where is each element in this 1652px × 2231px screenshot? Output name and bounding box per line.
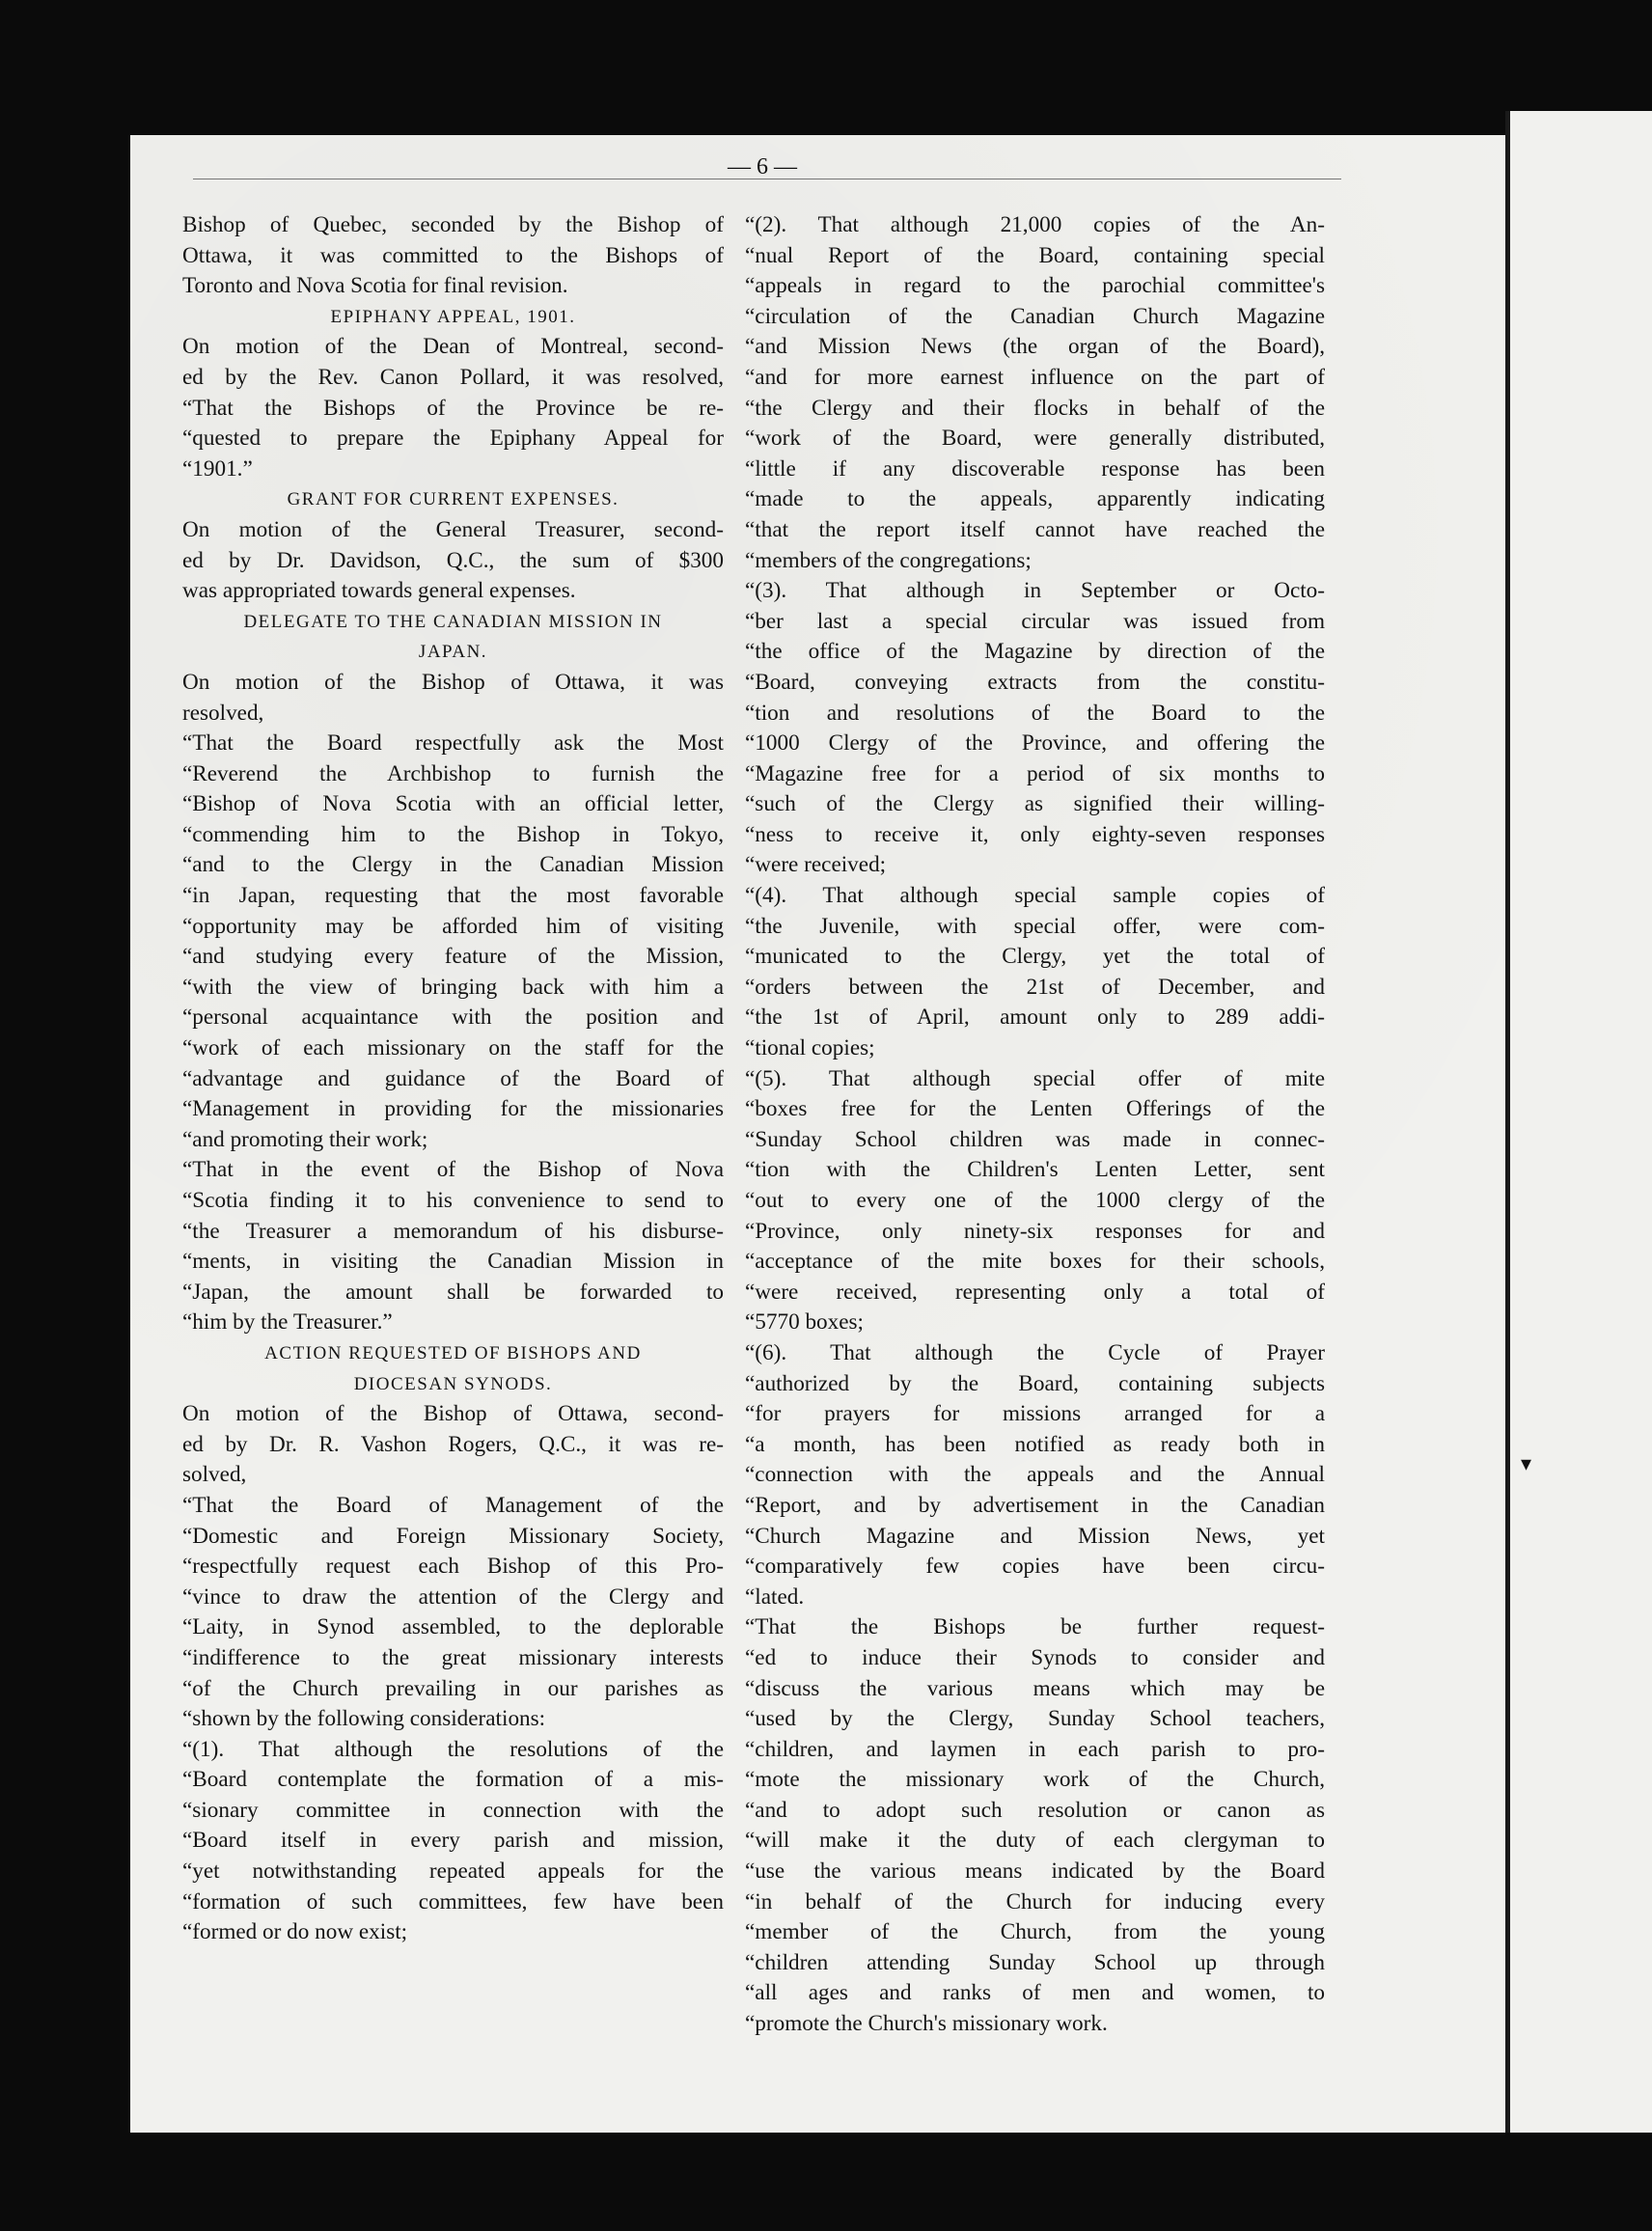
text-line: “Church Magazine and Mission News, yet bbox=[745, 1523, 1325, 1549]
text-line: “Management in providing for the missionaries bbox=[182, 1096, 724, 1122]
text-line: “5770 boxes; bbox=[745, 1309, 865, 1336]
text-line: “(3). That although in September or Octo- bbox=[745, 578, 1325, 604]
text-line: “work of the Board, were generally distributed, bbox=[745, 426, 1325, 452]
text-line: “promote the Church's missionary work. bbox=[745, 2011, 1108, 2037]
text-line: “Reverend the Archbishop to furnish the bbox=[182, 760, 724, 786]
text-line: Bishop of Quebec, seconded by the Bishop of bbox=[182, 212, 724, 237]
text-line: “the 1st of April, amount only to 289 addi- bbox=[745, 1005, 1325, 1031]
text-line: “ed to induce their Synods to consider and bbox=[745, 1644, 1325, 1670]
text-line: “Laity, in Synod assembled, to the deplorable bbox=[182, 1614, 724, 1640]
text-line: “ber last a special circular was issued from bbox=[745, 608, 1325, 634]
text-line: “Province, only ninety-six responses for and bbox=[745, 1218, 1325, 1244]
text-line: “Board itself in every parish and mission, bbox=[182, 1828, 724, 1854]
text-line: “discuss the various means which may be bbox=[745, 1675, 1325, 1701]
text-line: “mote the missionary work of the Church, bbox=[745, 1767, 1325, 1793]
text-line: “(1). That although the resolutions of the bbox=[182, 1736, 724, 1762]
text-line: “out to every one of the 1000 clergy of the bbox=[745, 1188, 1325, 1213]
text-line: On motion of the General Treasurer, second- bbox=[182, 516, 724, 542]
text-line: “shown by the following considerations: bbox=[182, 1706, 546, 1732]
page-fold-shadow bbox=[1505, 111, 1510, 2133]
text-line: “work of each missionary on the staff for the bbox=[182, 1035, 724, 1061]
text-line: On motion of the Bishop of Ottawa, it was bbox=[182, 669, 724, 695]
text-line: “connection with the appeals and the Annual bbox=[745, 1462, 1325, 1488]
text-line: “orders between the 21st of December, and bbox=[745, 974, 1325, 1000]
left-text-column bbox=[182, 210, 724, 1948]
text-line: “for prayers for missions arranged for a bbox=[745, 1401, 1325, 1427]
text-line: “That the Bishops be further request- bbox=[745, 1614, 1325, 1640]
text-line: “in behalf of the Church for inducing every bbox=[745, 1888, 1325, 1914]
text-line: Ottawa, it was committed to the Bishops of bbox=[182, 242, 724, 268]
section-heading: DELEGATE TO THE CANADIAN MISSION IN bbox=[243, 611, 663, 632]
text-line: “all ages and ranks of men and women, to bbox=[745, 1980, 1325, 2006]
adjacent-page-edge bbox=[1505, 111, 1652, 2133]
text-line: solved, bbox=[182, 1462, 247, 1488]
text-line: “were received, representing only a total of bbox=[745, 1279, 1325, 1305]
text-line: “Magazine free for a period of six months to bbox=[745, 760, 1325, 786]
section-heading: JAPAN. bbox=[418, 642, 488, 663]
text-line: “Board, conveying extracts from the constitu- bbox=[745, 669, 1325, 695]
text-line: “such of the Clergy as signified their willing- bbox=[745, 791, 1325, 817]
text-line: “tional copies; bbox=[745, 1035, 875, 1061]
text-line: “member of the Church, from the young bbox=[745, 1919, 1325, 1945]
text-line: “That the Bishops of the Province be re- bbox=[182, 395, 724, 421]
text-line: “(5). That although special offer of mite bbox=[745, 1065, 1325, 1091]
text-line: “vince to draw the attention of the Clergy and bbox=[182, 1584, 724, 1610]
text-line: “the Juvenile, with special offer, were com- bbox=[745, 913, 1325, 939]
text-line: “That the Board respectfully ask the Most bbox=[182, 730, 724, 757]
text-line: “nual Report of the Board, containing special bbox=[745, 242, 1325, 268]
text-line: “Domestic and Foreign Missionary Society, bbox=[182, 1523, 724, 1549]
right-text-column bbox=[745, 210, 1325, 2040]
text-line: “children attending Sunday School up through bbox=[745, 1949, 1325, 1975]
text-line: “formation of such committees, few have been bbox=[182, 1888, 724, 1914]
text-line: “sionary committee in connection with the bbox=[182, 1797, 724, 1823]
text-line: On motion of the Bishop of Ottawa, second- bbox=[182, 1401, 724, 1427]
text-line: “that the report itself cannot have reached the bbox=[745, 516, 1325, 542]
text-line: “of the Church prevailing in our parishes as bbox=[182, 1675, 724, 1701]
text-line: “quested to prepare the Epiphany Appeal for bbox=[182, 426, 724, 452]
margin-mark: ▾ bbox=[1521, 1452, 1532, 1476]
text-line: “use the various means indicated by the Board bbox=[745, 1859, 1325, 1885]
text-line: “Japan, the amount shall be forwarded to bbox=[182, 1279, 724, 1305]
text-line: “boxes free for the Lenten Offerings of the bbox=[745, 1096, 1325, 1122]
text-line: “ments, in visiting the Canadian Mission in bbox=[182, 1249, 724, 1275]
text-line: “a month, has been notified as ready both in bbox=[745, 1431, 1325, 1457]
text-line: “respectfully request each Bishop of this Pro- bbox=[182, 1554, 724, 1580]
text-line: “Scotia finding it to his convenience to send to bbox=[182, 1188, 724, 1213]
text-line: “ness to receive it, only eighty-seven responses bbox=[745, 821, 1325, 847]
text-line: “and to adopt such resolution or canon as bbox=[745, 1797, 1325, 1823]
text-line: ed by Dr. R. Vashon Rogers, Q.C., it was re- bbox=[182, 1431, 724, 1457]
page-number: — 6 — bbox=[728, 154, 797, 179]
text-line: “personal acquaintance with the position and bbox=[182, 1005, 724, 1031]
text-line: “were received; bbox=[745, 852, 887, 878]
text-line: “Report, and by advertisement in the Canadian bbox=[745, 1492, 1325, 1518]
text-line: Toronto and Nova Scotia for final revision. bbox=[182, 273, 568, 299]
text-line: “1000 Clergy of the Province, and offering the bbox=[745, 730, 1325, 757]
text-line: “indifference to the great missionary interests bbox=[182, 1644, 724, 1670]
section-heading: EPIPHANY APPEAL, 1901. bbox=[330, 306, 576, 327]
text-line: “Sunday School children was made in connec- bbox=[745, 1126, 1325, 1152]
text-line: “members of the congregations; bbox=[745, 547, 1032, 573]
text-line: “Bishop of Nova Scotia with an official letter, bbox=[182, 791, 724, 817]
text-line: “and to the Clergy in the Canadian Mission bbox=[182, 852, 724, 878]
text-line: “will make it the duty of each clergyman to bbox=[745, 1828, 1325, 1854]
text-line: “children, and laymen in each parish to pro- bbox=[745, 1736, 1325, 1762]
text-line: “That the Board of Management of the bbox=[182, 1492, 724, 1518]
text-line: “advantage and guidance of the Board of bbox=[182, 1065, 724, 1091]
text-line: “him by the Treasurer.” bbox=[182, 1309, 393, 1336]
text-line: was appropriated towards general expenses. bbox=[182, 578, 576, 604]
text-line: “formed or do now exist; bbox=[182, 1919, 408, 1945]
text-line: ed by the Rev. Canon Pollard, it was resolved, bbox=[182, 364, 724, 390]
text-line: ed by Dr. Davidson, Q.C., the sum of $300 bbox=[182, 547, 724, 573]
text-line: “made to the appeals, apparently indicating bbox=[745, 486, 1325, 512]
text-line: “and promoting their work; bbox=[182, 1126, 428, 1152]
section-heading: ACTION REQUESTED OF BISHOPS AND bbox=[264, 1342, 642, 1363]
text-line: “Board contemplate the formation of a mis- bbox=[182, 1767, 724, 1793]
text-line: “1901.” bbox=[182, 455, 253, 482]
text-line: “municated to the Clergy, yet the total of bbox=[745, 944, 1325, 970]
text-line: “That in the event of the Bishop of Nova bbox=[182, 1157, 724, 1183]
text-line: “(2). That although 21,000 copies of the An- bbox=[745, 212, 1325, 237]
text-line: “the office of the Magazine by direction of the bbox=[745, 639, 1325, 665]
text-line: “(4). That although special sample copies of bbox=[745, 883, 1325, 909]
text-line: “circulation of the Canadian Church Magazine bbox=[745, 303, 1325, 329]
text-line: “the Clergy and their flocks in behalf of the bbox=[745, 395, 1325, 421]
text-line: resolved, bbox=[182, 700, 264, 726]
text-line: “and Mission News (the organ of the Board), bbox=[745, 334, 1325, 360]
text-line: “used by the Clergy, Sunday School teachers, bbox=[745, 1706, 1325, 1732]
text-line: “(6). That although the Cycle of Prayer bbox=[745, 1339, 1325, 1365]
text-line: “commending him to the Bishop in Tokyo, bbox=[182, 821, 724, 847]
text-line: “yet notwithstanding repeated appeals for the bbox=[182, 1859, 724, 1885]
text-line: “tion and resolutions of the Board to the bbox=[745, 700, 1325, 726]
text-line: “opportunity may be afforded him of visiting bbox=[182, 913, 724, 939]
text-line: “acceptance of the mite boxes for their schools, bbox=[745, 1249, 1325, 1275]
text-line: “appeals in regard to the parochial committee's bbox=[745, 273, 1325, 299]
text-line: “the Treasurer a memorandum of his disburse- bbox=[182, 1218, 724, 1244]
text-line: “in Japan, requesting that the most favorable bbox=[182, 883, 724, 909]
text-line: On motion of the Dean of Montreal, second- bbox=[182, 334, 724, 360]
section-heading: DIOCESAN SYNODS. bbox=[353, 1373, 553, 1394]
text-line: “comparatively few copies have been circu- bbox=[745, 1554, 1325, 1580]
text-line: “and studying every feature of the Mission, bbox=[182, 944, 724, 970]
text-line: “authorized by the Board, containing subjects bbox=[745, 1370, 1325, 1396]
section-heading: GRANT FOR CURRENT EXPENSES. bbox=[287, 489, 620, 510]
text-line: “and for more earnest influence on the part of bbox=[745, 364, 1325, 390]
text-line: “tion with the Children's Lenten Letter, sent bbox=[745, 1157, 1325, 1183]
text-line: “lated. bbox=[745, 1584, 805, 1610]
text-line: “with the view of bringing back with him a bbox=[182, 974, 724, 1000]
text-line: “little if any discoverable response has been bbox=[745, 455, 1325, 482]
